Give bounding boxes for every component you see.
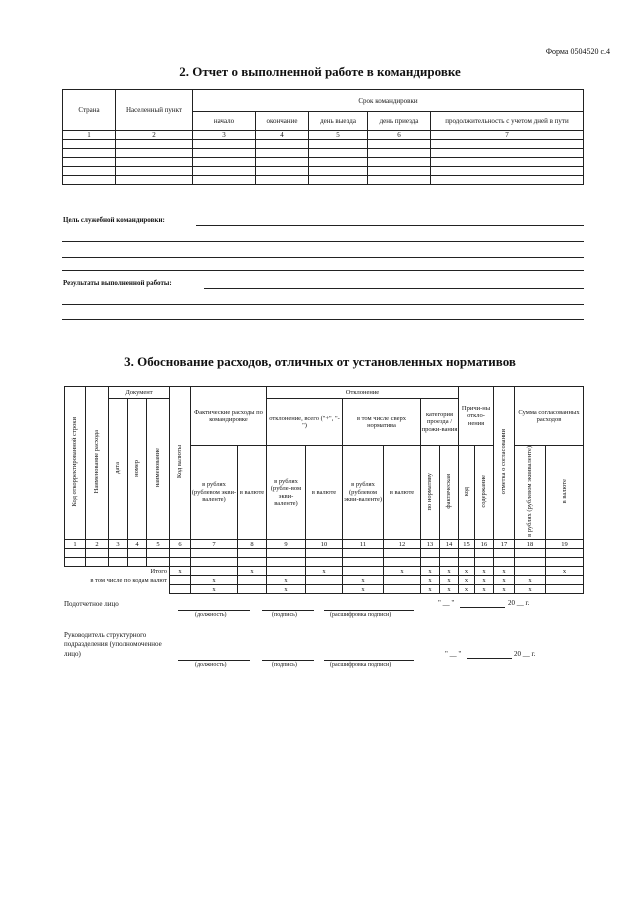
x-cell: x: [343, 576, 384, 585]
currency-row: [65, 585, 584, 594]
total-row: [65, 567, 584, 576]
sub-rub2: в рублях (рубле-вом экви-валенте): [267, 446, 306, 540]
num-cell: 2: [86, 540, 109, 549]
col-arrive: день приезда: [368, 112, 431, 131]
x-cell: x: [238, 567, 267, 576]
group-sum: Сумма согласованных расходов: [515, 387, 584, 446]
x-cell: x: [343, 585, 384, 594]
table-row[interactable]: [63, 149, 584, 158]
num-cell: 12: [384, 540, 421, 549]
col-currency-code: [170, 387, 191, 540]
results-line[interactable]: [62, 319, 584, 320]
num-cell: 11: [343, 540, 384, 549]
num-cell: 1: [65, 540, 86, 549]
x-cell: x: [191, 576, 238, 585]
position-line[interactable]: [178, 660, 250, 661]
x-cell: x: [459, 585, 475, 594]
purpose-line[interactable]: [62, 270, 584, 271]
sub-fact: [440, 446, 459, 540]
expense-justification-table: [64, 386, 584, 594]
x-cell: x: [170, 567, 191, 576]
position-line[interactable]: [178, 610, 250, 611]
sub-sum-rub: [515, 446, 546, 540]
col-code-label: Код откорректированной строки: [71, 417, 79, 507]
sub-content: [475, 446, 494, 540]
x-cell: x: [267, 585, 306, 594]
col-num: [128, 399, 147, 540]
sub-sum-val-label: в валюте: [560, 479, 568, 504]
signature-line[interactable]: [262, 660, 314, 661]
group-reasons: Причи-ны откло-нения: [459, 387, 494, 446]
x-cell: x: [421, 567, 440, 576]
sub-rub3: в рублях (рублевом экви-валенте): [343, 446, 384, 540]
x-cell: x: [515, 585, 546, 594]
num-cell: 19: [546, 540, 584, 549]
sub-content-label: содержание: [480, 475, 488, 508]
date-prefix: " __ ": [438, 599, 455, 607]
date-prefix: " __ ": [445, 650, 462, 658]
col-approval: [494, 387, 515, 540]
num-cell: 7: [191, 540, 238, 549]
decoding-caption: (расшифровка подписи): [330, 662, 392, 668]
results-line[interactable]: [62, 304, 584, 305]
num-cell: 1: [63, 131, 116, 140]
x-cell: x: [475, 576, 494, 585]
num-cell: 9: [267, 540, 306, 549]
num-cell: 3: [193, 131, 256, 140]
position-caption: (должность): [195, 662, 227, 668]
num-cell: 4: [128, 540, 147, 549]
position-caption: (должность): [195, 612, 227, 618]
sub-val3: в валюте: [384, 446, 421, 540]
dev-category: категория проезда / прожи-вания: [421, 399, 459, 446]
signature-line[interactable]: [262, 610, 314, 611]
num-cell: 10: [306, 540, 343, 549]
sub-val2: в валюте: [306, 446, 343, 540]
x-cell: x: [546, 567, 584, 576]
table-row[interactable]: [65, 558, 584, 567]
num-cell: 16: [475, 540, 494, 549]
group-dev: Отклонение: [267, 387, 459, 399]
x-cell: x: [440, 576, 459, 585]
x-cell: x: [267, 576, 306, 585]
num-cell: 3: [109, 540, 128, 549]
purpose-line[interactable]: [196, 225, 584, 226]
table-row[interactable]: [63, 176, 584, 185]
col-date-label: дата: [114, 462, 122, 474]
sub-kod-label: код: [462, 486, 470, 497]
x-cell: x: [494, 585, 515, 594]
x-cell: x: [459, 576, 475, 585]
sub-norm: [421, 446, 440, 540]
date-month-line[interactable]: [460, 607, 505, 608]
x-cell: x: [515, 576, 546, 585]
num-cell: 6: [368, 131, 431, 140]
table-row[interactable]: [63, 158, 584, 167]
signature-caption: (подпись): [272, 612, 297, 618]
num-cell: 15: [459, 540, 475, 549]
col-locality: Населенный пункт: [116, 90, 193, 131]
purpose-line[interactable]: [62, 241, 584, 242]
results-line[interactable]: [204, 288, 584, 289]
x-cell: x: [384, 567, 421, 576]
x-cell: x: [191, 585, 238, 594]
col-num-label: номер: [133, 459, 141, 477]
num-cell: 4: [256, 131, 309, 140]
col-docname-label: наименование: [154, 448, 162, 488]
accountable-label: Подотчетное лицо: [64, 600, 119, 608]
group-actual: Фактические расходы по командировке: [191, 387, 267, 446]
table-row[interactable]: [65, 549, 584, 558]
date-year: 20 __ г.: [514, 650, 536, 658]
table-row[interactable]: [63, 167, 584, 176]
currency-row: [65, 576, 584, 585]
dev-total: отклонение, всего ("+", "-"): [267, 399, 343, 446]
purpose-line[interactable]: [62, 257, 584, 258]
incl-label: в том числе по кодам валют: [90, 576, 167, 584]
x-cell: x: [459, 567, 475, 576]
x-cell: x: [440, 567, 459, 576]
total-label: Итого: [150, 567, 167, 575]
num-cell: 8: [238, 540, 267, 549]
col-duration: продолжительность с учетом дней в пути: [431, 112, 584, 131]
sub-val: в валюте: [238, 446, 267, 540]
num-cell: 17: [494, 540, 515, 549]
col-end: окончание: [256, 112, 309, 131]
col-approval-label: отметка о согласовании: [500, 429, 508, 495]
dev-over: в том числе сверх норматива: [343, 399, 421, 446]
col-code: [65, 387, 86, 540]
num-cell: 5: [309, 131, 368, 140]
sub-sum-rub-label: в рублях (рублевом эквиваленте): [526, 446, 534, 537]
x-cell: x: [494, 576, 515, 585]
number-row: [65, 540, 584, 549]
num-cell: 13: [421, 540, 440, 549]
sub-fact-label: фактическая: [445, 474, 453, 509]
sub-kod: [459, 446, 475, 540]
date-year: 20 __ г.: [508, 599, 530, 607]
group-term: Срок командировки: [193, 90, 584, 112]
col-date: [109, 399, 128, 540]
decoding-line[interactable]: [324, 610, 414, 611]
section3-title: 3. Обоснование расходов, отличных от установленных нормативов: [124, 354, 516, 369]
col-start: начало: [193, 112, 256, 131]
decoding-line[interactable]: [324, 660, 414, 661]
col-depart: день выезда: [309, 112, 368, 131]
num-cell: 2: [116, 131, 193, 140]
col-name: [86, 387, 109, 540]
group-doc: Документ: [109, 387, 170, 399]
results-label: Результаты выполненной работы:: [63, 279, 172, 287]
x-cell: x: [421, 576, 440, 585]
form-number: Форма 0504520 с.4: [545, 47, 610, 56]
x-cell: x: [421, 585, 440, 594]
purpose-label: Цель служебной командировки:: [63, 216, 165, 224]
x-cell: x: [306, 567, 343, 576]
sub-norm-label: по нормативу: [426, 472, 434, 511]
number-row: [63, 131, 584, 140]
decoding-caption: (расшифровка подписи): [330, 612, 392, 618]
x-cell: x: [475, 567, 494, 576]
trip-report-table: [62, 89, 584, 185]
date-month-line[interactable]: [467, 658, 512, 659]
x-cell: x: [494, 567, 515, 576]
col-name-label: Наименование расхода: [93, 430, 101, 494]
signature-caption: (подпись): [272, 662, 297, 668]
num-cell: 5: [147, 540, 170, 549]
sub-rub: в рублях (рублевом экви-валенте): [191, 446, 238, 540]
num-cell: 18: [515, 540, 546, 549]
x-cell: x: [475, 585, 494, 594]
num-cell: 14: [440, 540, 459, 549]
sub-sum-val: [546, 446, 584, 540]
num-cell: 6: [170, 540, 191, 549]
num-cell: 7: [431, 131, 584, 140]
col-docname: [147, 399, 170, 540]
col-country: Страна: [63, 90, 116, 131]
x-cell: x: [440, 585, 459, 594]
section2-title: 2. Отчет о выполненной работе в командировке: [179, 64, 461, 79]
table-row[interactable]: [63, 140, 584, 149]
head-label: Руководитель структурного подразделения (уполномоченное лицо): [64, 631, 162, 658]
col-currency-code-label: Код валюты: [176, 445, 184, 479]
